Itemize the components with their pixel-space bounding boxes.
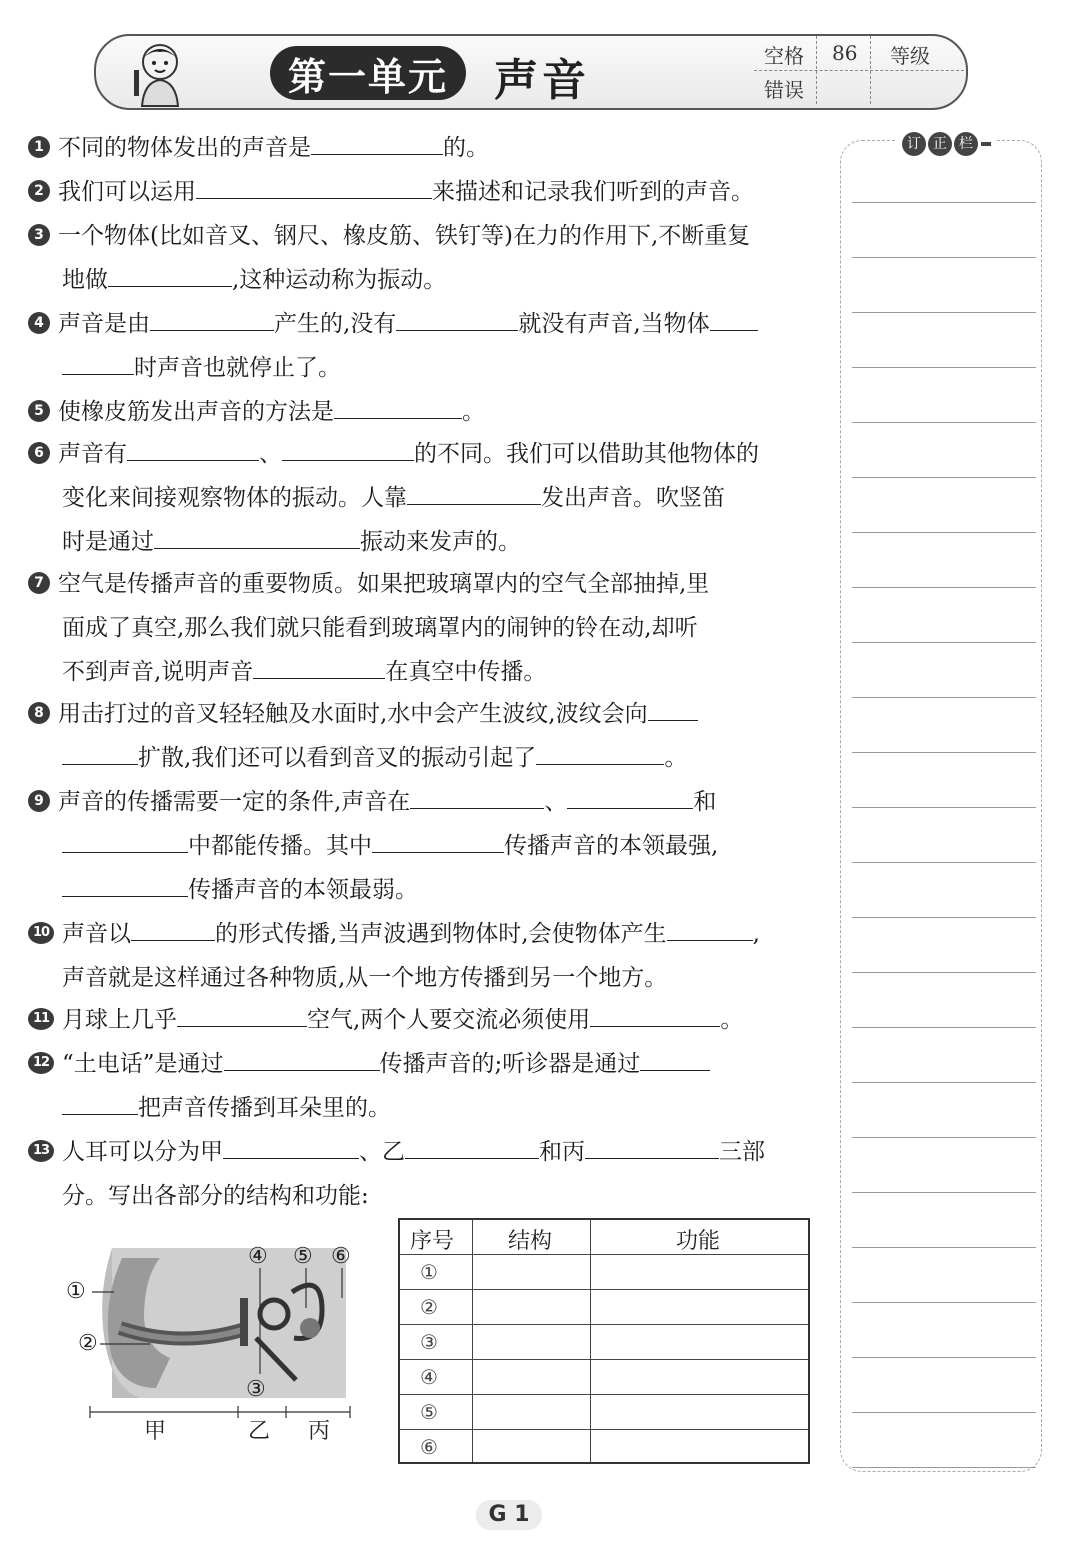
question-8-line-2: 扩散,我们还可以看到音叉的振动引起了 。 xyxy=(28,736,687,780)
question-7: 7 空气是传播声音的重要物质。如果把玻璃罩内的空气全部抽掉,里 xyxy=(28,562,709,606)
correction-line[interactable] xyxy=(852,807,1036,808)
page-number: G 1 xyxy=(476,1500,542,1530)
correction-line[interactable] xyxy=(852,1412,1036,1413)
ear-section-yi: 乙 xyxy=(248,1419,271,1444)
correction-line[interactable] xyxy=(852,477,1036,478)
table-row-index: ④ xyxy=(420,1365,438,1389)
answer-blank[interactable] xyxy=(196,170,432,199)
answer-blank[interactable] xyxy=(710,302,758,331)
ear-structure-table xyxy=(398,1218,810,1464)
correction-line[interactable] xyxy=(852,917,1036,918)
answer-blank[interactable] xyxy=(282,432,414,461)
answer-blank[interactable] xyxy=(396,302,518,331)
question-number: 10 xyxy=(28,922,54,944)
question-number: 1 xyxy=(28,136,50,158)
correction-column xyxy=(840,140,1042,1472)
answer-blank[interactable] xyxy=(585,1130,719,1159)
correction-line[interactable] xyxy=(852,257,1036,258)
correction-line[interactable] xyxy=(852,697,1036,698)
ear-label-2: ② xyxy=(78,1331,98,1356)
question-4: 4 声音是由 产生的,没有 就没有声音,当物体 xyxy=(28,302,758,346)
question-number: 3 xyxy=(28,224,50,246)
table-row-index: ① xyxy=(420,1260,438,1284)
question-11: 11 月球上几乎 空气,两个人要交流必须使用 。 xyxy=(28,998,743,1042)
ear-diagram xyxy=(60,1238,380,1448)
correction-title xyxy=(896,130,995,158)
ear-label-4: ④ xyxy=(248,1244,268,1269)
question-number: 12 xyxy=(28,1052,54,1074)
answer-blank[interactable] xyxy=(640,1042,710,1071)
answer-blank[interactable] xyxy=(127,432,259,461)
question-number: 4 xyxy=(28,312,50,334)
question-12-line-2: 把声音传播到耳朵里的。 xyxy=(28,1086,391,1130)
answer-blank[interactable] xyxy=(154,520,360,549)
answer-blank[interactable] xyxy=(311,126,443,155)
question-13: 13 人耳可以分为甲 、乙 和丙 三部 xyxy=(28,1130,765,1174)
ear-label-3: ③ xyxy=(246,1377,266,1402)
answer-blank[interactable] xyxy=(62,736,138,765)
question-10-line-2: 声音就是这样通过各种物质,从一个地方传播到另一个地方。 xyxy=(62,965,668,991)
table-row-index: ⑥ xyxy=(420,1435,438,1459)
question-3: 3 一个物体(比如音叉、钢尺、橡皮筋、铁钉等)在力的作用下,不断重复 xyxy=(28,214,750,258)
unit-title: 声音 xyxy=(494,55,590,106)
answer-blank[interactable] xyxy=(150,302,274,331)
answer-blank[interactable] xyxy=(131,912,215,941)
table-header-structure: 结构 xyxy=(508,1229,553,1254)
question-7-line-2: 面成了真空,那么我们就只能看到玻璃罩内的闹钟的铃在动,却听 xyxy=(62,615,698,641)
table-row-index: ⑤ xyxy=(420,1400,438,1424)
question-2: 2 我们可以运用 来描述和记录我们听到的声音。 xyxy=(28,170,754,214)
question-number: 5 xyxy=(28,400,50,422)
correction-line[interactable] xyxy=(852,1192,1036,1193)
correction-line[interactable] xyxy=(852,862,1036,863)
correction-line[interactable] xyxy=(852,202,1036,203)
question-number: 11 xyxy=(28,1008,54,1030)
correction-line[interactable] xyxy=(852,532,1036,533)
question-8: 8 用击打过的音叉轻轻触及水面时,水中会产生波纹,波纹会向 xyxy=(28,692,698,736)
answer-blank[interactable] xyxy=(407,476,541,505)
correction-line[interactable] xyxy=(852,1027,1036,1028)
score-box xyxy=(754,36,964,104)
question-number: 2 xyxy=(28,180,50,202)
question-9: 9 声音的传播需要一定的条件,声音在 、 和 xyxy=(28,780,716,824)
question-13-line-2: 分。写出各部分的结构和功能: xyxy=(62,1183,369,1209)
answer-blank[interactable] xyxy=(567,780,693,809)
answer-blank[interactable] xyxy=(224,1042,380,1071)
correction-line[interactable] xyxy=(852,367,1036,368)
answer-blank[interactable] xyxy=(62,346,134,375)
answer-blank[interactable] xyxy=(405,1130,539,1159)
correction-line[interactable] xyxy=(852,1357,1036,1358)
answer-blank[interactable] xyxy=(372,824,504,853)
question-number: 6 xyxy=(28,442,50,464)
table-row-index: ② xyxy=(420,1295,438,1319)
question-10: 10 声音以 的形式传播,当声波遇到物体时,会使物体产生 , xyxy=(28,912,760,956)
answer-blank[interactable] xyxy=(62,868,188,897)
correction-line[interactable] xyxy=(852,1082,1036,1083)
answer-blank[interactable] xyxy=(536,736,664,765)
question-5: 5 使橡皮筋发出声音的方法是 。 xyxy=(28,390,485,434)
question-number: 9 xyxy=(28,790,50,812)
question-number: 7 xyxy=(28,572,50,594)
correction-line[interactable] xyxy=(852,752,1036,753)
question-12: 12 “土电话”是通过 传播声音的;听诊器是通过 xyxy=(28,1042,710,1086)
answer-blank[interactable] xyxy=(590,998,720,1027)
table-header-function: 功能 xyxy=(676,1229,721,1254)
correction-line[interactable] xyxy=(852,1137,1036,1138)
correction-line[interactable] xyxy=(852,1467,1036,1468)
question-9-line-2: 中都能传播。其中 传播声音的本领最强, xyxy=(28,824,718,868)
answer-blank[interactable] xyxy=(253,650,385,679)
question-3-line-2: 地做 ,这种运动称为振动。 xyxy=(28,258,446,302)
question-6-line-2: 变化来间接观察物体的振动。人靠 发出声音。吹竖笛 xyxy=(28,476,725,520)
answer-blank[interactable] xyxy=(62,1086,138,1115)
score-label: 空格 xyxy=(764,44,804,68)
ear-section-jia: 甲 xyxy=(144,1419,167,1444)
table-row-index: ③ xyxy=(420,1330,438,1354)
ear-label-6: ⑥ xyxy=(331,1244,351,1269)
correction-line[interactable] xyxy=(852,312,1036,313)
correction-char: 栏 xyxy=(954,132,978,156)
answer-blank[interactable] xyxy=(334,390,462,419)
question-number: 8 xyxy=(28,702,50,724)
question-number: 13 xyxy=(28,1140,54,1162)
answer-blank[interactable] xyxy=(108,258,232,287)
question-7-line-3: 不到声音,说明声音 在真空中传播。 xyxy=(28,650,546,694)
ear-label-5: ⑤ xyxy=(293,1244,313,1269)
question-1: 1 不同的物体发出的声音是 的。 xyxy=(28,126,489,170)
grade-label: 等级 xyxy=(890,44,930,68)
correction-line[interactable] xyxy=(852,1302,1036,1303)
answer-blank[interactable] xyxy=(667,912,753,941)
unit-label: 第一单元 xyxy=(270,46,466,100)
question-6-line-3: 时是通过 振动来发声的。 xyxy=(28,520,521,564)
answer-blank[interactable] xyxy=(648,692,698,721)
answer-blank[interactable] xyxy=(223,1130,359,1159)
ear-label-1: ① xyxy=(66,1279,86,1304)
student-mascot-icon xyxy=(128,40,192,110)
answer-blank[interactable] xyxy=(177,998,307,1027)
error-label: 错误 xyxy=(764,78,804,102)
correction-line[interactable] xyxy=(852,587,1036,588)
correction-char: 正 xyxy=(928,132,952,156)
correction-line[interactable] xyxy=(852,972,1036,973)
answer-blank[interactable] xyxy=(62,824,188,853)
question-4-line-2: 时声音也就停止了。 xyxy=(28,346,341,390)
score-value: 86 xyxy=(832,41,858,65)
correction-line[interactable] xyxy=(852,642,1036,643)
question-9-line-3: 传播声音的本领最弱。 xyxy=(28,868,418,912)
correction-char: 订 xyxy=(902,132,926,156)
question-6: 6 声音有 、 的不同。我们可以借助其他物体的 xyxy=(28,432,759,476)
ear-section-bing: 丙 xyxy=(308,1419,331,1444)
answer-blank[interactable] xyxy=(410,780,544,809)
correction-line[interactable] xyxy=(852,422,1036,423)
table-header-index: 序号 xyxy=(410,1229,455,1254)
correction-line[interactable] xyxy=(852,1247,1036,1248)
